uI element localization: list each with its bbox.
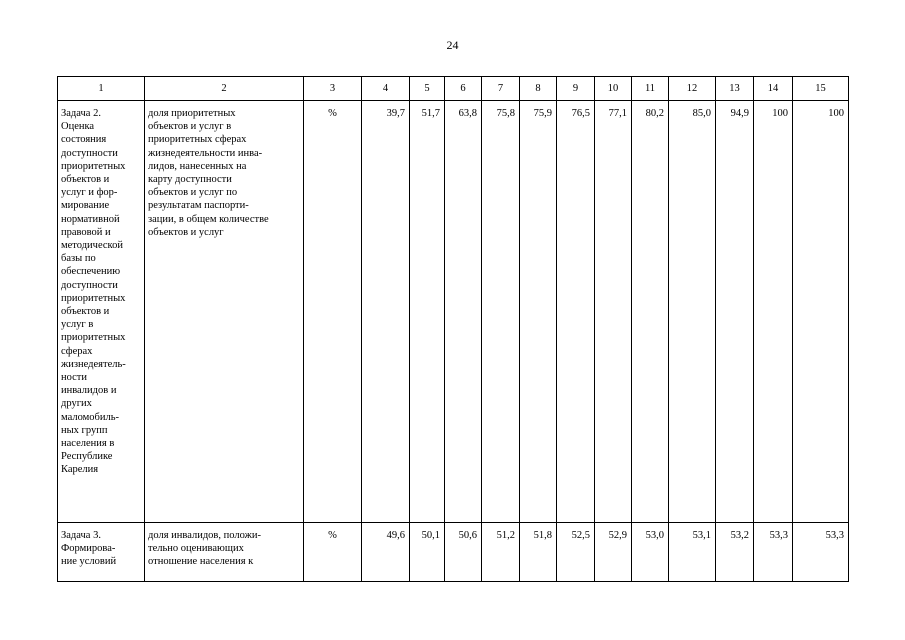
column-header: 11 [632,77,669,101]
page-number: 24 [446,38,459,52]
column-header: 5 [410,77,445,101]
column-header: 9 [557,77,595,101]
value-cell: 50,6 [445,523,482,582]
table-row [58,101,849,523]
value-cell: 76,5 [557,101,595,523]
value-cell: 53,1 [669,523,716,582]
column-header: 4 [362,77,410,101]
value-cell: 77,1 [595,101,632,523]
column-header: 7 [482,77,520,101]
value-cell: 94,9 [716,101,754,523]
task-cell: Задача 3. Формирова- ние условий [58,523,145,582]
task-cell: Задача 2. Оценка состояния доступности приоритетных объектов и услуг и фор- мирование нормативной правовой и методической базы по обеспечению доступности приоритетных объектов и услуг в приоритетных сферах жизнедеятель- ности инвалидов и других маломобиль- ных групп населения в Республике Карелия [58,101,145,523]
unit-cell: % [304,523,362,582]
column-header: 8 [520,77,557,101]
value-cell: 53,2 [716,523,754,582]
value-cell: 63,8 [445,101,482,523]
value-cell: 53,3 [754,523,793,582]
column-header: 6 [445,77,482,101]
value-cell: 53,0 [632,523,669,582]
value-cell: 51,8 [520,523,557,582]
value-cell: 85,0 [669,101,716,523]
table-row [58,523,849,582]
value-cell: 75,9 [520,101,557,523]
unit-cell: % [304,101,362,523]
column-header: 3 [304,77,362,101]
value-cell: 80,2 [632,101,669,523]
value-cell: 50,1 [410,523,445,582]
indicator-cell: доля приоритетных объектов и услуг в приоритетных сферах жизнедеятельности инва- лидов, нанесенных на карту доступности объектов и услуг по результатам паспорти- зации, в общем количестве объектов и услуг [145,101,304,523]
value-cell: 52,5 [557,523,595,582]
column-header: 1 [58,77,145,101]
value-cell: 49,6 [362,523,410,582]
value-cell: 51,7 [410,101,445,523]
value-cell: 52,9 [595,523,632,582]
indicators-table [57,76,849,582]
value-cell: 51,2 [482,523,520,582]
column-header: 14 [754,77,793,101]
column-header: 12 [669,77,716,101]
column-number-row [58,77,849,101]
indicator-cell: доля инвалидов, положи- тельно оценивающих отношение населения к [145,523,304,582]
column-header: 15 [793,77,849,101]
column-header: 13 [716,77,754,101]
value-cell: 75,8 [482,101,520,523]
value-cell: 53,3 [793,523,849,582]
value-cell: 39,7 [362,101,410,523]
value-cell: 100 [793,101,849,523]
value-cell: 100 [754,101,793,523]
column-header: 2 [145,77,304,101]
column-header: 10 [595,77,632,101]
